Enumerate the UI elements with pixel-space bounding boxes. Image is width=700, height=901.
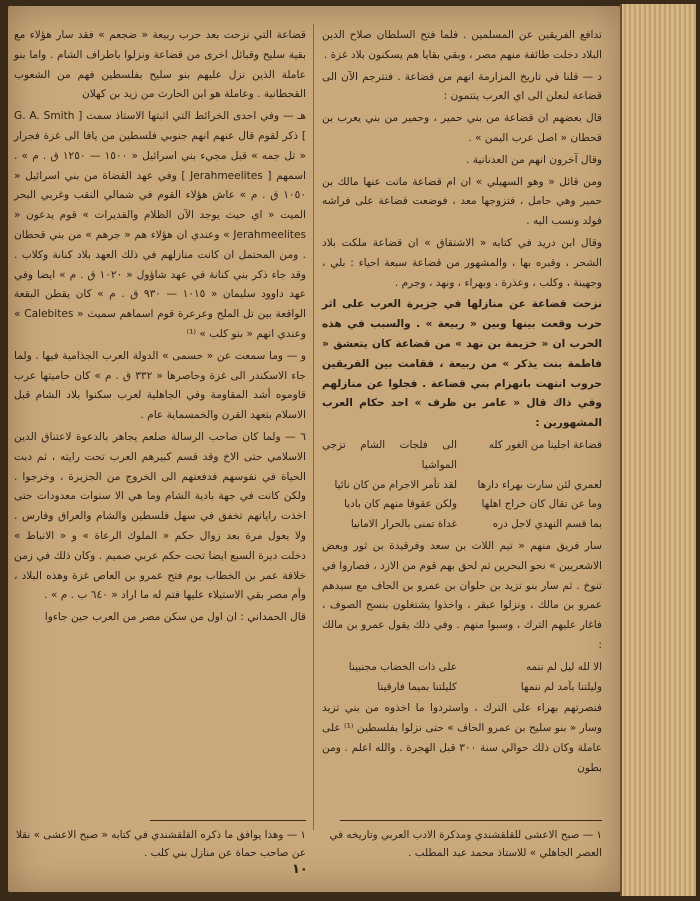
poem bbox=[322, 436, 602, 535]
paragraph: د — قلنا في تاريخ المزارمة انهم من قضاعة . فنترجم الآن الى قضاعة لنعلن الى اي العرب ينتمون : bbox=[322, 70, 602, 103]
column-divider bbox=[313, 24, 314, 830]
poem-verse: على ذات الخضاب مجنبينا bbox=[348, 660, 457, 673]
paragraph: فنصرتهم بهراء على الترك ، واستردوا ما اخذوه من بني تزيد وسار « بنو سليح بن عمرو الحاف » حتى نزلوا بفلسطين ⁽¹⁾ على عاملة وكان ذلك حوالي سنة ٣٠٠ قبل الهجرة . والله اعلم . ومن بطون bbox=[322, 702, 602, 774]
paragraph: نزحت قضاعة عن منازلها في جزيرة العرب على اثر حرب وقعت بينها وبين « ربيعة » . والسبب في هذه الحرب ان « خزيمة بن نهد » من قضاعة كان يتعشق « فاطمة بنت يذكر » من ربيعة ، فقامت بين الفريقين حروب انتهت بانهزام بني قضاعة . فجلوا عن منازلهم وفي ذاك قال « عامر بن ظرف » احد حكام العرب المشهورين : bbox=[322, 298, 602, 430]
footnote: ١ — وهذا يوافق ما ذكره القلقشندي في كتابه « صبح الاعشى » نقلا عن صاحب حماة عن منازل بني كلب . bbox=[15, 829, 306, 859]
poem-verse: الا لله ليل لم ننمه bbox=[525, 660, 602, 673]
paragraph: قال بعضهم ان قضاعة من بني حمير ، وحمير من بني يعرب بن قحطان « اصل عرب اليمن » . bbox=[322, 112, 602, 144]
footnote: ١ — صبح الاعشى للقلقشندي ومذكرة الادب العربي وتاريخه في العصر الجاهلي » للاستاذ محمد عبد المطلب . bbox=[329, 829, 602, 859]
poem-verse: بما قسم النهدي لاجل دره bbox=[492, 518, 602, 531]
paragraph: وقال آخرون انهم من العدنانية . bbox=[466, 153, 602, 166]
page-number: ١٠ bbox=[292, 862, 308, 877]
left-column bbox=[14, 26, 306, 630]
footnote-rule bbox=[150, 820, 306, 821]
poem-verse: وليلتنا بآمد لم ننمها bbox=[520, 680, 602, 693]
poem-verse: الى فلجات الشام تزجي المواشيا bbox=[322, 438, 457, 471]
poem-verse: قضاعة اجلينا من الغور كله bbox=[488, 438, 602, 451]
page-edges bbox=[620, 4, 696, 896]
paragraph: و — وما سمعت عن « حسمى » الدولة العرب الجذامية فيها . ولما جاء الاسكندر الى غزة وحاصرها « ٣٣٢ ق . م » كان حاميتها عرب قاوموه أشد المقاومة وفي الجاهلية لعرب سكنوا بلاد الشام قبل الاسلام بتعهد القرن والخمسماية عام . bbox=[14, 349, 306, 422]
poem-verse: لعمري لئن سارت بهراء دارها bbox=[477, 478, 602, 491]
footnote-rule bbox=[340, 820, 602, 821]
poem bbox=[322, 658, 602, 698]
paragraph: ومن قائل « وهو السهيلي » ان ام قضاعة ماتت عنها مالك بن حمير وهي حامل ، فتزوجها معد ، فوضعت قضاعة على فراشه فولد ونسب اليه . bbox=[322, 175, 602, 228]
poem-verse: كليلتنا بميما فارقينا bbox=[377, 680, 457, 693]
paragraph: ٦ — ولما كان صاحب الرسالة صلعم يجاهر بالدعوة لاعتناق الدين الاسلامي حتى الاخ وقد قسم كبيرهم العرب تحت رايته ، ثم دبت الحياة في نفوسهم فدفعتهم الى الخروج من الجزيرة ، وخرجوا . ولكن كانت في جهة بادية الشام وما هي الا سنوات معدودات حتى اخذت راياتهم تخفق في سهل فلسطين والشام والعراق وفارس . ولا يعول مرة بعد زوال حكم « الملوك الرعاة » و « الانباط » دخلت ديرة السبع ايضا تحت حكم عربي صميم . وكان ذلك في زمن خلافة عمر بن الخطاب يوم فتح عمرو بن العاص غزة وهذه البلاد ، وأم مصر بقي الاستيلاء عليها فتم له ما اراد « ٦٤٠ ب . م » . bbox=[14, 430, 306, 602]
paragraph: قضاعة التي نزحت بعد حرب ربيعة « ضجعم » فقد سار هؤلاء مع بقية سليح وقبائل اخرى من قضاعة ونزلوا باطراف الشام . واما بنو عاملة الذين نزل عليهم بنو سليح بفلسطين فهم من الشعوب القحطانية . وعاملة هو ابن الحارث من زيد بن كهلان bbox=[14, 29, 306, 101]
poem-verse: وما عن تقال كان خراج اهلها bbox=[481, 498, 602, 511]
right-column bbox=[322, 26, 602, 780]
poem-verse: غداة تمنى بالحرار الامانيا bbox=[350, 518, 457, 531]
paragraph: هـ — وفي احدى الخرائط التي اثبتها الاستاذ سمث [ G. A. Smith ] ذكر لقوم قال عنهم انهم جنوبي فلسطين من يافا الى غزة فجرار « تل جمه » قبل مجيء بني اسرائيل « ١٥٠٠ — ١٢٥٠ ق . م » . اسمهم [ Jerahmeelites ] وفي عهد القضاة من بني اسرائيل « ١٠٥٠ ق . م » عاش هؤلاء القوم في شمالي النقب وغربي البحر الميت « اي حيث يوجد الآن الظلام والقديرات » قوم يدعون « Jerahmeelites » وعندي ان هؤلاء هم « جرهم » من بني قحطان . ومن المحتمل ان كانت منازلهم في ذلك العهد بلاد كنانة وكلاب . وقد جاء ذكر بني كنانة في عهد شاؤول « ١٠٢٠ ق . م » ايضا وفي عهد داوود سليمان « ١٠١٥ — ٩٣٠ ق . م » كان يقطن البقعة الواقعة بين تل الملح وعرعرة قوم اسماهم سميث « Calebites » وعندي انهم « بنو كلب » ⁽¹⁾ bbox=[14, 110, 307, 340]
paragraph: وقال ابن دريد في كتابه « الاشتقاق » ان قضاعة ملكت بلاد الشحر ، وقبره بها ، والمشهور من قضاعة سبعة احياء : بلي ، وجهينة ، وكلب ، وعذرة ، وبهراء ، ونهد ، وجرم . bbox=[322, 236, 602, 289]
paragraph: قال الحمداني : ان اول من سكن مصر من العرب حين جاءوا bbox=[44, 611, 306, 624]
paragraph: سار فريق منهم « تيم اللات بن سعد وفرقيدة بن ثور وبعض الاشعريين » نحو البحرين ثم لحق بهم قوم من الازد ، فصاروا في تنوخ . ثم سار بنو تزيد بن حلوان بن عمرو بن الحاف مع سيدهم عمرو بن مالك ، ونزلوا عبقر ، واخذوا يشتغلون بنسج الصوف ، فاغار عليهم الترك ، وسبوا منهم . وفي ذلك يقول عمرو بن مالك : bbox=[322, 539, 602, 651]
poem-verse: ولكن عقوقا منهم كان باديا bbox=[344, 498, 457, 511]
poem-verse: لقد تأمر الاجرام من كان نائيا bbox=[334, 478, 457, 491]
paragraph: تدافع الفريقين عن المسلمين . فلما فتح السلطان صلاح الدين البلاد دخلت طائفة منهم مصر ، وبقي بقايا هم يسكنون بلاد غزة . bbox=[322, 29, 602, 61]
